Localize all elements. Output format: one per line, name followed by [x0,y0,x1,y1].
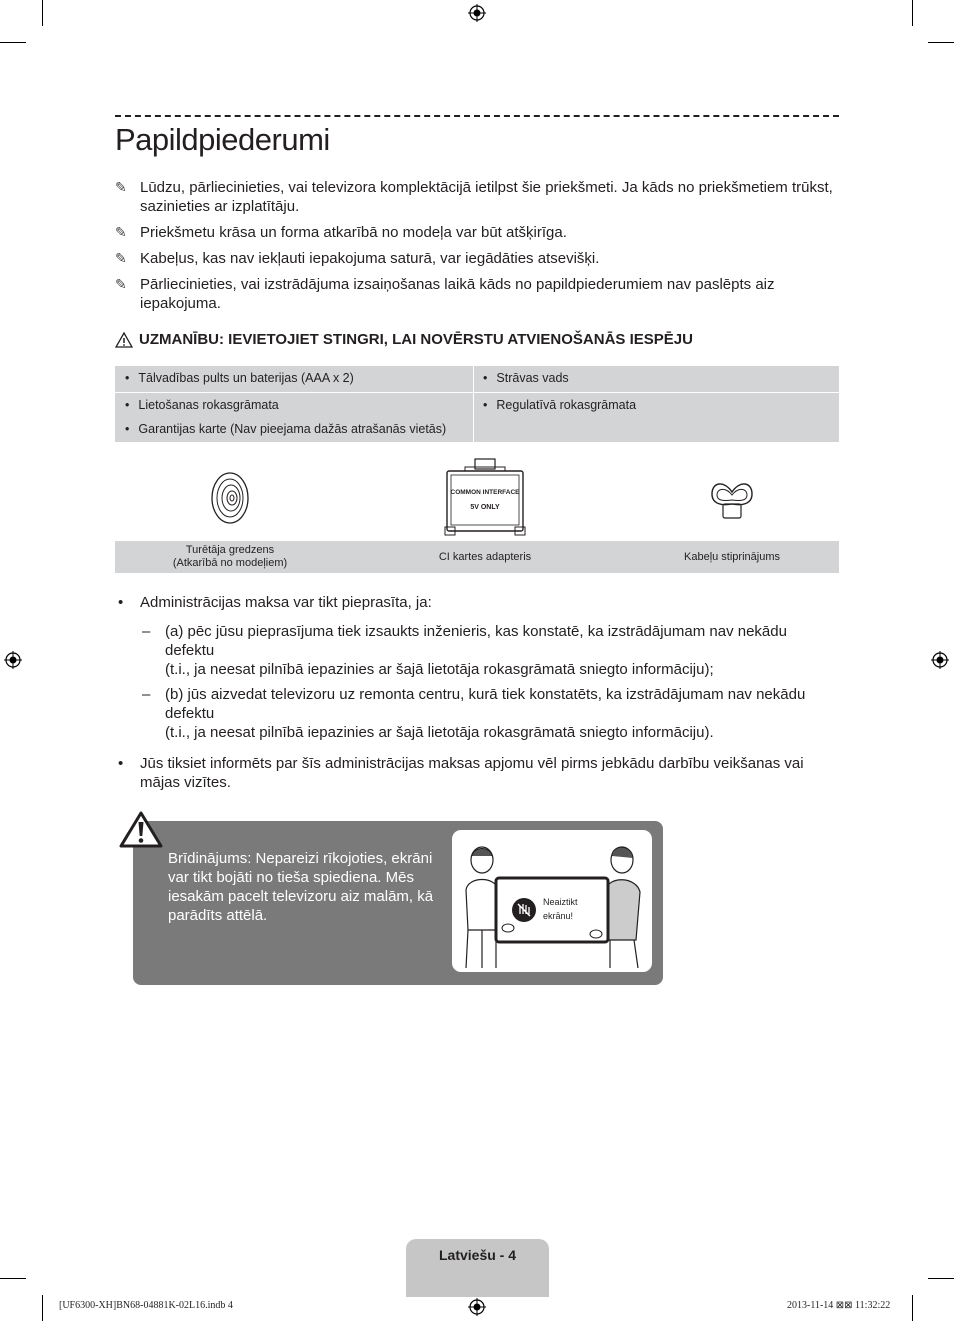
note-item: ✎ Priekšmetu krāsa un forma atkarībā no modeļa var būt atšķirīga. [115,224,567,241]
holder-ring-illustration [115,455,345,540]
crop-mark [42,0,43,26]
cable-holder-illustration [625,455,839,540]
crop-mark [42,1295,43,1321]
crop-mark [912,0,913,26]
list-item: • Jūs tiksiet informēts par šīs administrācijas maksas apjomu vēl pirms jebkādu darbību veikšanas vai mājas vizītes. [118,755,804,791]
crop-mark [912,1295,913,1321]
dash-icon: – [142,686,151,703]
caption-cable-holder: Kabeļu stiprinājums [684,550,780,563]
ci-label-line1: COMMON INTERFACE [450,488,520,496]
pencil-icon: ✎ [115,224,127,240]
crop-mark [0,42,26,43]
file-slug: [UF6300-XH]BN68-04881K-02L16.indb 4 [59,1300,233,1311]
ci-card-adapter-icon [443,457,527,539]
accessory-item: • Garantijas karte (Nav pieejama dažās atrašanās vietās) [125,422,446,436]
caption-ci-adapter: CI kartes adapteris [438,550,532,563]
dash-icon: – [142,623,151,640]
admin-fee-section [115,593,839,792]
note-item: ✎ Lūdzu, pārliecinieties, vai televizora komplektācijā ietilpst šie priekšmeti. Ja kāds no priekšmetiem trūkst, sazinieties ar izplatītāju. [115,179,833,215]
registration-mark-icon [468,1298,486,1316]
accessory-captions [115,541,839,573]
caution-heading: UZMANĪBU: IEVIETOJIET STINGRI, LAI NOVĒRSTU ATVIENOŠANĀS IESPĒJU [115,331,693,348]
warning-triangle-icon [119,811,163,849]
ci-label-line2: 5V ONLY [470,503,500,511]
people-lifting-tv-icon [452,830,652,972]
pencil-icon: ✎ [115,250,127,266]
bullet-icon: • [118,594,124,611]
accessories-column-right [473,366,839,442]
list-item: – (b) jūs aizvedat televizoru uz remonta centru, kurā tiek konstatēts, ka izstrādājumam nav nekādu defektu [142,686,806,722]
list-item: (t.i., ja neesat pilnībā iepazinies ar šajā lietotāja rokasgrāmatā sniegto informāciju). [165,724,714,741]
accessory-item: • Regulatīvā rokasgrāmata [483,398,636,412]
accessory-item: • Strāvas vads [483,371,569,385]
cable-holder-icon [709,476,755,520]
note-item: ✎ Kabeļus, kas nav iekļauti iepakojuma saturā, var iegādāties atsevišķi. [115,250,600,267]
list-item: • Administrācijas maksa var tikt pieprasīta, ja: [118,594,432,611]
tv-lifting-illustration [452,830,652,972]
warning-text: Brīdinājums: Nepareizi rīkojoties, ekrāni var tikt bojāti no tieša spiediena. Mēs iesakām pacelt televizoru aiz malām, kā parādīts attēlā. [168,850,434,924]
holder-ring-icon [209,470,251,526]
accessory-item: • Lietošanas rokasgrāmata [125,398,279,412]
caption-holder-ring: Turētāja gredzens (Atkarībā no modeļiem) [172,544,288,569]
screen-warning-line1: Neaiztikt [543,897,578,907]
pencil-icon: ✎ [115,276,127,292]
list-item: – (a) pēc jūsu pieprasījuma tiek izsaukts inženieris, kas konstatē, ka izstrādājumam nav nekādu defektu [142,623,787,659]
registration-mark-icon [468,4,486,22]
accessories-table [115,366,839,442]
warning-triangle-icon [115,332,133,348]
notes-list [115,178,839,320]
registration-mark-icon [4,651,22,669]
pencil-icon: ✎ [115,179,127,195]
date-slug: 2013-11-14 ⊠⊠ 11:32:22 [787,1300,891,1311]
note-item: ✎ Pārliecinieties, vai izstrādājuma izsaiņošanas laikā kāds no papildpiederumiem nav paslēpts aiz iepakojuma. [115,276,775,312]
accessory-item: • Tālvadības pults un baterijas (AAA x 2) [125,371,354,385]
crop-mark [928,1278,954,1279]
crop-mark [928,42,954,43]
registration-mark-icon [931,651,949,669]
screen-warning-line2: ekrānu! [543,911,574,921]
ci-adapter-illustration [345,455,625,540]
crop-mark [0,1278,26,1279]
accessory-images [115,455,839,540]
list-item: (t.i., ja neesat pilnībā iepazinies ar šajā lietotāja rokasgrāmatā sniegto informāciju); [165,661,714,678]
bullet-icon: • [118,755,124,772]
page-title: Papildpiederumi [115,122,330,157]
page-number: Latviešu - 4 [438,1247,517,1263]
section-divider [115,115,839,117]
